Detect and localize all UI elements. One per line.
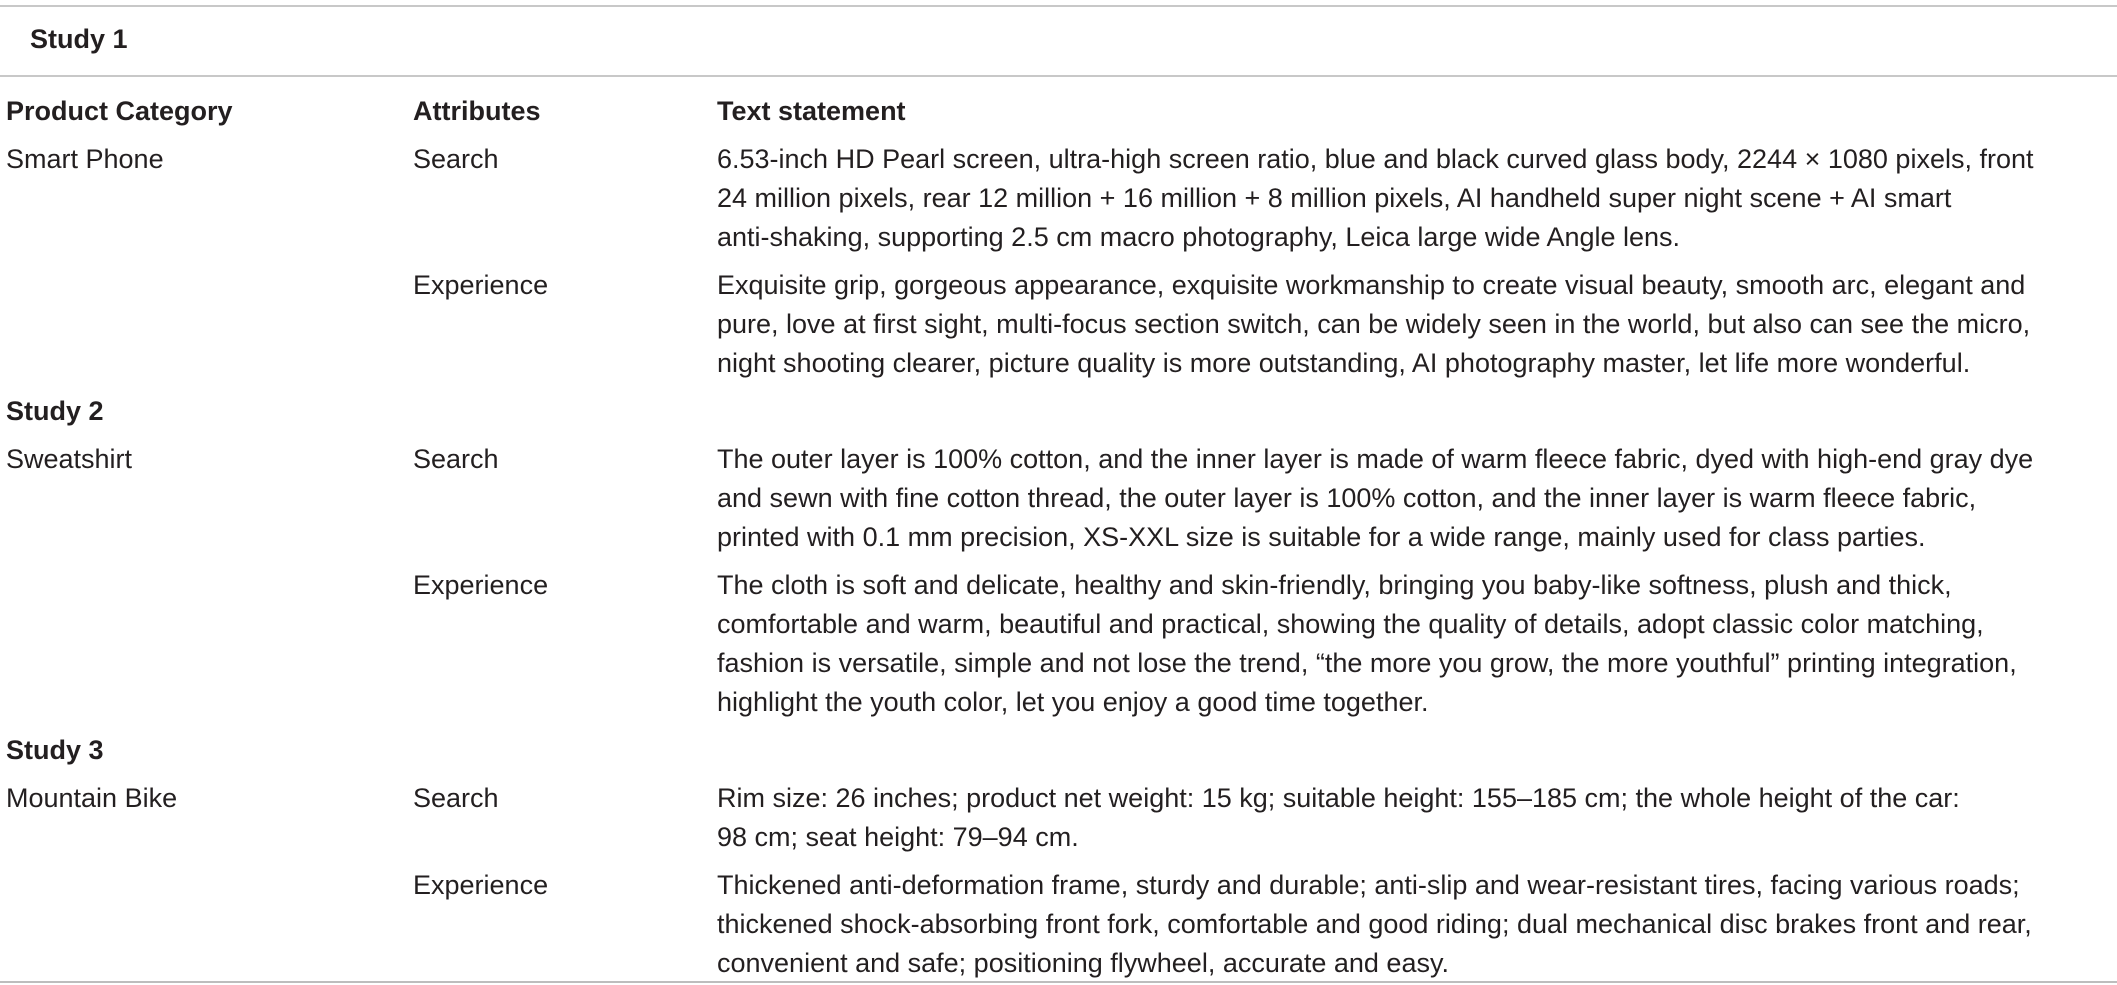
statement-bike-search <box>717 779 2112 857</box>
attribute-experience: Experience <box>413 870 549 900</box>
study-1-header: Study 1 <box>30 24 128 54</box>
statement-line: anti-shaking, supporting 2.5 cm macro photography, Leica large wide Angle lens. <box>717 222 1681 252</box>
statement-line: night shooting clearer, picture quality is more outstanding, AI photography master, let life more wonderful. <box>717 348 1971 378</box>
statement-line: comfortable and warm, beautiful and practical, showing the quality of details, adopt classic color matching, <box>717 609 1984 639</box>
statement-smartphone-search <box>717 140 2112 257</box>
statement-line: thickened shock-absorbing front fork, comfortable and good riding; dual mechanical disc brakes front and rear, <box>717 909 2032 939</box>
statement-line: 6.53-inch HD Pearl screen, ultra-high screen ratio, blue and black curved glass body, 2244 × 1080 pixels, front <box>717 144 2034 174</box>
statement-line: 24 million pixels, rear 12 million + 16 million + 8 million pixels, AI handheld super night scene + AI smart <box>717 183 1952 213</box>
attribute-search: Search <box>413 783 499 813</box>
statement-line: Rim size: 26 inches; product net weight: 15 kg; suitable height: 155–185 cm; the whole height of the car: <box>717 783 1960 813</box>
attribute-search: Search <box>413 144 499 174</box>
attribute-experience: Experience <box>413 570 549 600</box>
category-mountain-bike: Mountain Bike <box>6 783 178 813</box>
statement-line: and sewn with fine cotton thread, the outer layer is 100% cotton, and the inner layer is warm fleece fabric, <box>717 483 1977 513</box>
statement-line: The outer layer is 100% cotton, and the inner layer is made of warm fleece fabric, dyed with high-end gray dye <box>717 444 2034 474</box>
statement-line: Exquisite grip, gorgeous appearance, exquisite workmanship to create visual beauty, smooth arc, elegant and <box>717 270 2026 300</box>
statement-line: pure, love at first sight, multi-focus section switch, can be widely seen in the world, but also can see the micro, <box>717 309 2031 339</box>
category-sweatshirt: Sweatshirt <box>6 444 133 474</box>
attribute-search: Search <box>413 444 499 474</box>
statement-sweatshirt-experience <box>717 566 2112 722</box>
statement-line: The cloth is soft and delicate, healthy and skin-friendly, bringing you baby-like softness, plush and thick, <box>717 570 1952 600</box>
study-3-header: Study 3 <box>6 735 104 765</box>
column-header-attributes: Attributes <box>413 96 541 126</box>
statement-smartphone-experience <box>717 266 2112 383</box>
statement-line: printed with 0.1 mm precision, XS-XXL size is suitable for a wide range, mainly used for class parties. <box>717 522 1926 552</box>
attribute-experience: Experience <box>413 270 549 300</box>
statement-line: fashion is versatile, simple and not lose the trend, “the more you grow, the more youthful” printing integration, <box>717 648 2017 678</box>
statement-line: highlight the youth color, let you enjoy a good time together. <box>717 687 1429 717</box>
statement-bike-experience <box>717 866 2112 983</box>
statement-line: convenient and safe; positioning flywheel, accurate and easy. <box>717 948 1449 978</box>
category-smartphone: Smart Phone <box>6 144 164 174</box>
statement-sweatshirt-search <box>717 440 2112 557</box>
header-rule <box>0 75 2117 77</box>
column-header-category: Product Category <box>6 96 233 126</box>
table-bottom-rule <box>0 981 2117 983</box>
table-top-rule <box>0 5 2117 7</box>
column-header-statement: Text statement <box>717 96 906 126</box>
statement-line: 98 cm; seat height: 79–94 cm. <box>717 822 1079 852</box>
study-2-header: Study 2 <box>6 396 104 426</box>
statement-line: Thickened anti-deformation frame, sturdy and durable; anti-slip and wear-resistant tires, facing various roads; <box>717 870 2020 900</box>
